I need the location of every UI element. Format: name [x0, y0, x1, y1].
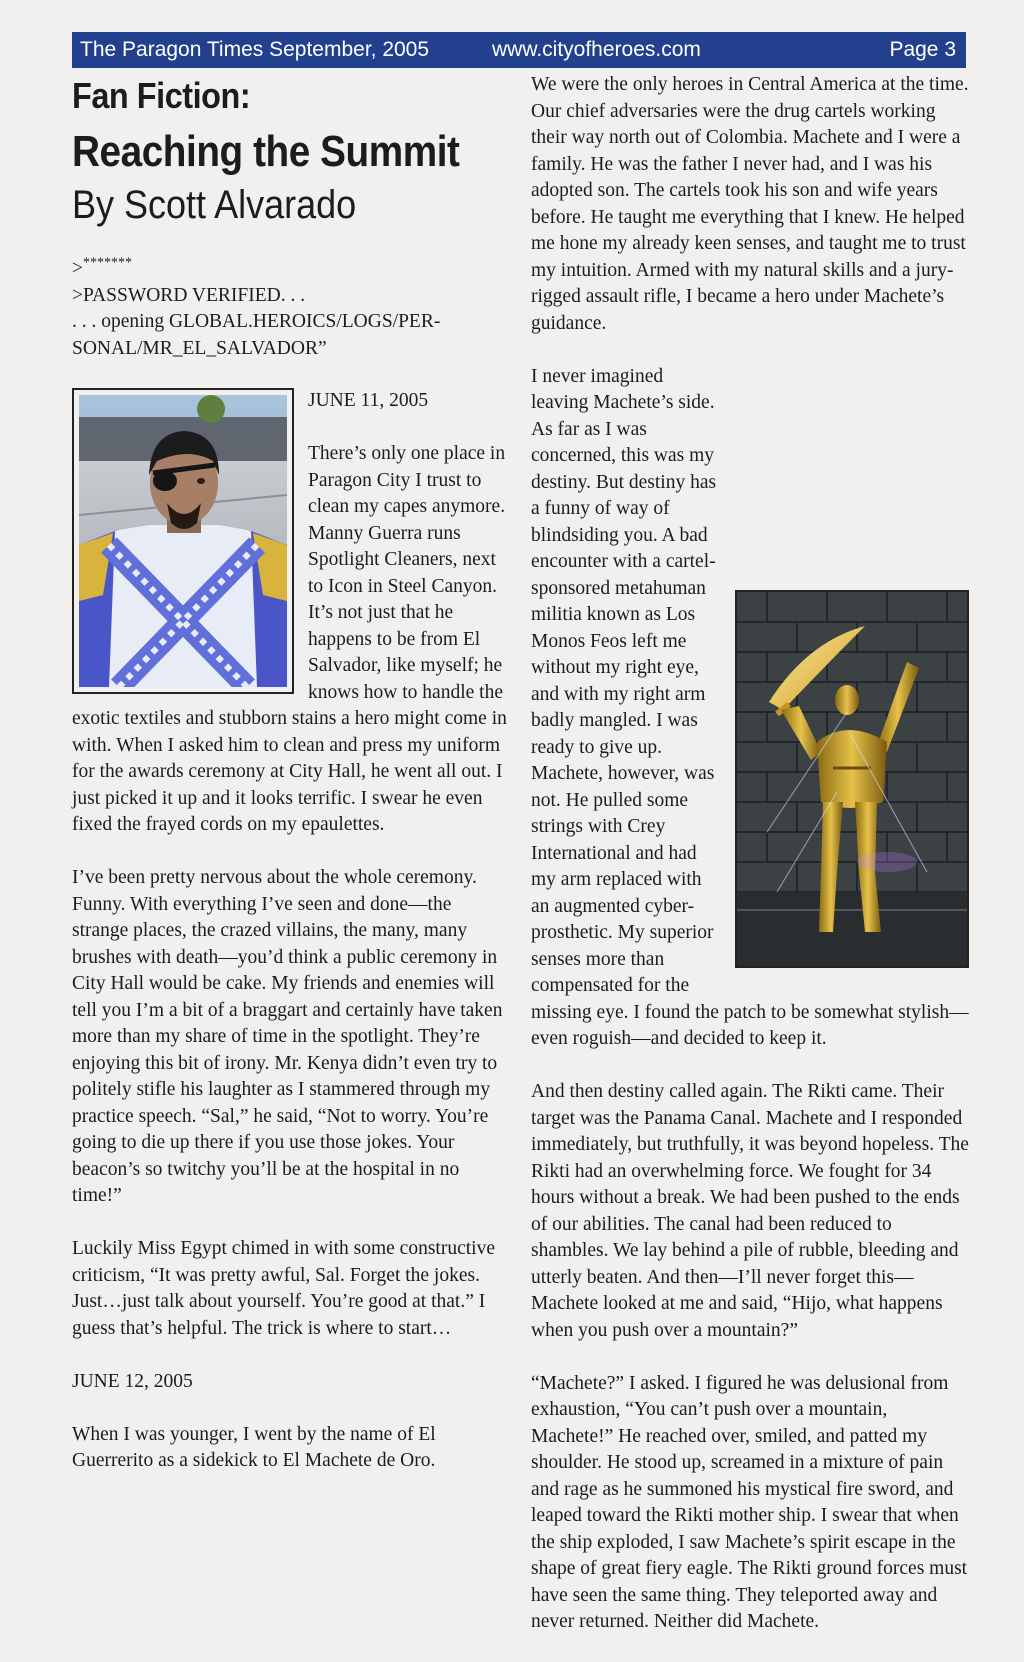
header-page-number: Page 3 — [889, 38, 956, 61]
machete-hero-illustration — [737, 592, 967, 966]
log-line-1: > — [72, 258, 83, 279]
paragraph-3: Luckily Miss Egypt chimed in with some constructive criticism, “It was pretty awful, Sal. Forget the jokes. Just…just talk about yourself. You’re good at that.” I guess that’s helpful. The trick is where to start… — [72, 1238, 495, 1339]
log-date-1: JUNE 11, 2005 — [308, 390, 429, 411]
hero-portrait-image — [72, 388, 294, 694]
left-body — [72, 388, 508, 1475]
paragraph-5: We were the only heroes in Central America at the time. Our chief adversaries were the drug cartels working their way north out of Colombia. Machete and I were a family. He was the father I never had, and I was his adopted son. The cartels took his son and wife years before. He taught me everything that I knew. He helped me hone my already keen senses, and taught me to trust my intuition. Armed with my natural skills and a jury-rigged assault rifle, I became a hero under Machete’s guidance. — [531, 74, 969, 334]
article-byline: By Scott Alvarado — [72, 183, 357, 227]
paragraph-4: When I was younger, I went by the name of El Guerrerito as a sidekick to El Machete de Oro. — [72, 1423, 436, 1471]
paragraph-2: I’ve been pretty nervous about the whole ceremony. Funny. With everything I’ve seen and done—the strange places, the crazed villains, the many, many brushes with death—you’d think a public ceremony in City Hall would be cake. My friends and enemies will tell you I’m a bit of a braggart and certainly have taken more than my share of time in the spotlight. They’re enjoying this bit of irony. Mr. Kenya didn’t even try to politely stifle his laughter as I stammered through my practice speech. “Sal,” he said, “Not to worry. You’re going to die up there if you use those jokes. Your beacon’s so twitchy you’ll be at the hospital in no time!” — [72, 867, 503, 1206]
page-header — [72, 32, 966, 68]
header-website: www.cityofheroes.com — [492, 38, 701, 61]
header-publication: The Paragon Times September, 2005 — [80, 38, 430, 61]
machete-hero-image — [735, 590, 969, 968]
article-title: Reaching the Summit — [72, 127, 460, 176]
right-column — [531, 72, 969, 1662]
log-line-4: SONAL/MR_EL_SALVADOR” — [72, 337, 327, 359]
left-column — [72, 74, 508, 1501]
paragraph-1: There’s only one place in Paragon City I trust to clean my capes anymore. Manny Guerra runs Spotlight Cleaners, next to Icon in Steel Canyon. It’s not just that he happens to be from El Salvador, like myself; he knows how to handle the exotic textiles and stubborn stains a hero might come in with. When I asked him to clean and press my uniform for the awards ceremony at City Hall, he went all out. I just picked it up and it looks terrific. I swear he even fixed the frayed cords on my epaulettes. — [72, 443, 507, 835]
paragraph-6: I never imagined leaving Machete’s side. As far as I was concerned, this was my destiny. But destiny has a funny of way of blindsiding you. A bad encounter with a cartel-sponsored metahuman militia known as Los Monos Feos left me without my right eye, and with my right arm badly mangled. I was ready to give up. Machete, however, was not. He pulled some strings with Crey International and had my arm replaced with an augmented cyber-prosthetic. My superior senses more than compensated for the missing eye. I found the patch to be somewhat stylish—even roguish—and decided to keep it. — [531, 365, 969, 1049]
paragraph-8: “Machete?” I asked. I figured he was delusional from exhaustion, “You can’t push over a mountain, Machete!” He reached over, smiled, and patted my shoulder. He stood up, screamed in a mixture of pain and rage as he summoned his mystical fire sword, and leaped toward the Rikti mother ship. I swear that when the ship exploded, I saw Machete’s spirit escape in the shape of great fiery eagle. The Rikti ground forces must have seen the same thing. They teleported away and never returned. Neither did Machete. — [531, 1372, 968, 1632]
article-kicker: Fan Fiction: — [72, 75, 251, 116]
log-stars: ******* — [83, 255, 132, 271]
paragraph-7: And then destiny called again. The Rikti came. Their target was the Panama Canal. Machete and I responded immediately, but truthfully, it was beyond hopeless. The Rikti had an overwhelming force. We fought for 34 hours without a break. We had been pushed to the ends of our abilities. The canal had been reduced to shambles. We lay behind a pile of rubble, bleeding and utterly beaten. And then—I’ll never forget this—Machete looked at me and said, “Hijo, what happens when you push over a mountain?” — [531, 1081, 969, 1341]
paragraph-6-block — [531, 364, 969, 1636]
log-block — [72, 256, 508, 362]
log-line-3: . . . opening GLOBAL.HEROICS/LOGS/PER- — [72, 311, 441, 332]
log-line-2: >PASSWORD VERIFIED. . . — [72, 284, 306, 306]
log-date-2: JUNE 12, 2005 — [72, 1370, 193, 1392]
hero-portrait-illustration — [79, 395, 287, 687]
